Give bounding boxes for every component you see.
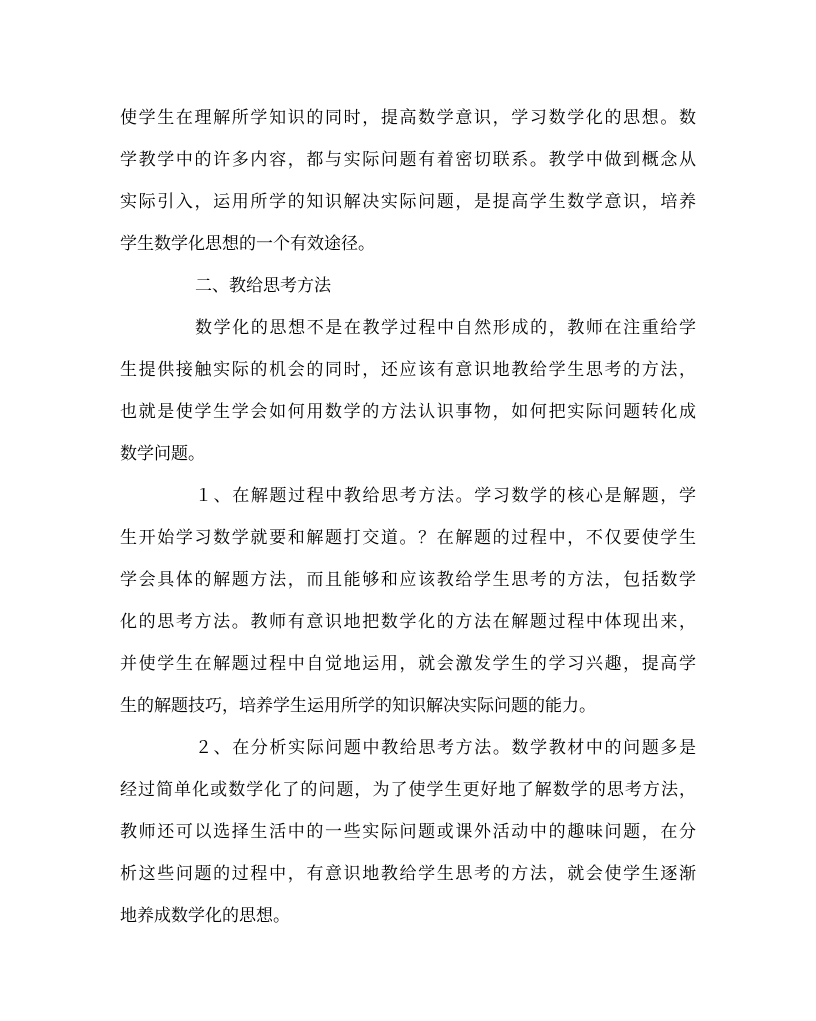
paragraph-1-line-4: 学生数学化思想的一个有效途径。	[120, 234, 375, 254]
paragraph-3-line-3: 学会具体的解题方法，而且能够和应该教给学生思考的方法，包括数学	[120, 570, 696, 590]
paragraph-3-line-6: 生的解题技巧，培养学生运用所学的知识解决实际问题的能力。	[120, 696, 596, 716]
paragraph-3-line-5: 并使学生在解题过程中自觉地运用，就会激发学生的学习兴趣，提高学	[120, 654, 696, 674]
paragraph-1-line-1: 使学生在理解所学知识的同时，提高数学意识，学习数学化的思想。数	[120, 108, 696, 128]
paragraph-4-line-3: 教师还可以选择生活中的一些实际问题或课外活动中的趣味问题，在分	[120, 822, 696, 842]
paragraph-4-line-4: 析这些问题的过程中，有意识地教给学生思考的方法，就会使学生逐渐	[120, 864, 696, 884]
paragraph-2-line-1: 数学化的思想不是在教学过程中自然形成的，教师在注重给学	[195, 318, 696, 338]
paragraph-3-line-2: 生开始学习数学就要和解题打交道。？在解题的过程中，不仅要使学生	[120, 528, 696, 548]
paragraph-3-line-4: 化的思考方法。教师有意识地把数学化的方法在解题过程中体现出来，	[120, 612, 696, 632]
section-heading: 二、教给思考方法	[195, 276, 331, 296]
paragraph-4-line-1: ２、在分析实际问题中教给思考方法。数学教材中的问题多是	[195, 738, 696, 758]
paragraph-1-line-2: 学教学中的许多内容，都与实际问题有着密切联系。教学中做到概念从	[120, 150, 696, 170]
paragraph-2-line-2: 生提供接触实际的机会的同时，还应该有意识地教给学生思考的方法，	[120, 360, 696, 380]
paragraph-3-line-1: １、在解题过程中教给思考方法。学习数学的核心是解题，学	[195, 486, 696, 506]
paragraph-2-line-3: 也就是使学生学会如何用数学的方法认识事物，如何把实际问题转化成	[120, 402, 696, 422]
paragraph-4-line-2: 经过简单化或数学化了的问题，为了使学生更好地了解数学的思考方法，	[120, 780, 696, 800]
paragraph-2-line-4: 数学问题。	[120, 444, 205, 464]
paragraph-1-line-3: 实际引入，运用所学的知识解决实际问题，是提高学生数学意识，培养	[120, 192, 696, 212]
paragraph-4-line-5: 地养成数学化的思想。	[120, 906, 290, 926]
